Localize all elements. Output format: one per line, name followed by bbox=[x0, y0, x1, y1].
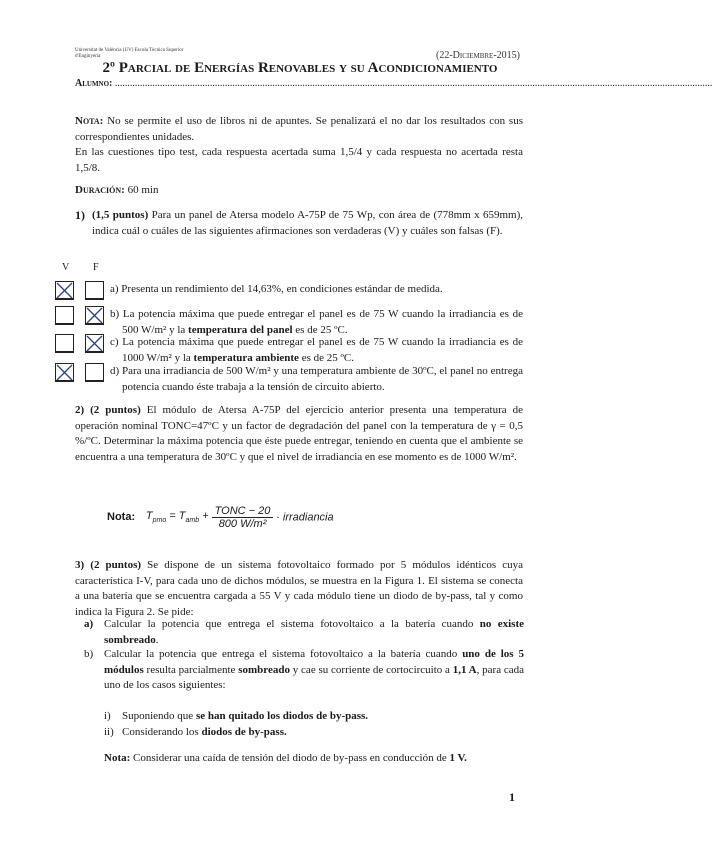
text: Considerando los bbox=[122, 726, 202, 738]
q3-subitem-2 bbox=[122, 725, 522, 741]
q2-label: 2) (2 puntos) bbox=[75, 404, 141, 416]
formula-amb-sub: amb bbox=[185, 517, 200, 525]
test-rule: En las cuestiones tipo test, cada respuesta acertada suma 1,5/4 y cada respuesta no acertada resta 1,5/8. bbox=[75, 146, 523, 174]
exam-date: (22-Diciembre-2015) bbox=[436, 50, 520, 61]
q3-subitem-label: ii) bbox=[104, 726, 114, 738]
text: es de 25 ºC. bbox=[292, 323, 348, 336]
q1-statement bbox=[92, 208, 523, 239]
bold-text: diodos de by-pass. bbox=[201, 726, 287, 738]
formula-denominator: 800 W/m² bbox=[218, 518, 267, 530]
q1-text: Para un panel de Atersa modelo A-75P de 75 Wp, con área de (778mm x 659mm), indica cuál o cuáles de las siguientes afirmaciones son verdaderas (V) y cuáles son falsas (F). bbox=[92, 209, 523, 237]
q3-text: Se dispone de un sistema fotovoltaico formado por 5 módulos idénticos cuya característica I-V, para cada uno de dichos módulos, se muestra en la Figura 1. El sistema se conecta a una batería que se encuentra cargada a 55 V y cada módulo tiene un diodo de by-pass, tal y como indica la Figura 2. Se pide: bbox=[75, 559, 523, 618]
checkbox-false-c[interactable] bbox=[85, 334, 104, 353]
bold-text: temperatura del panel bbox=[188, 323, 293, 336]
q2-formula bbox=[107, 505, 334, 530]
q3-label: 3) (2 puntos) bbox=[75, 559, 142, 571]
col-f-label: F bbox=[93, 262, 99, 273]
checkbox-false-b[interactable] bbox=[85, 306, 104, 325]
bold-text: 1,1 A bbox=[452, 663, 477, 676]
q3-note-bold: 1 V. bbox=[449, 752, 467, 764]
x-mark-icon bbox=[86, 335, 103, 352]
bold-text: temperatura ambiente bbox=[193, 351, 299, 364]
formula-fraction bbox=[212, 505, 274, 530]
student-dots: ............................................................................................................................................................................................................................................... bbox=[114, 78, 712, 89]
bold-text: uno de los 5 módulos bbox=[104, 648, 524, 676]
general-note bbox=[75, 114, 523, 145]
checkbox-false-d[interactable] bbox=[85, 363, 104, 382]
q3-subitem-1 bbox=[122, 709, 522, 725]
formula-lhs-sub: pmo bbox=[152, 517, 167, 525]
q3-item-label: b) bbox=[84, 648, 94, 660]
q3-item-label: a) bbox=[84, 618, 94, 630]
text: . bbox=[155, 633, 159, 646]
text: a) Presenta un rendimiento del 14,63%, en condiciones estándar de medida. bbox=[110, 283, 443, 295]
institution-logo: Universitat de València (UV) Escola Tècnica Superior d'Enginyeria bbox=[75, 48, 184, 59]
exam-title: 2º Parcial de Energías Renovables y su Acondicionamiento bbox=[102, 60, 498, 76]
q3-note bbox=[104, 751, 524, 767]
text: Calcular la potencia que entrega el sistema fotovoltaico a la batería cuando bbox=[104, 618, 480, 630]
bold-text: no existe sombreado bbox=[104, 618, 524, 646]
q1-option-c bbox=[110, 335, 523, 366]
text: resulta parcialmente bbox=[143, 663, 239, 676]
q2-text: El módulo de Atersa A-75P del ejercicio anterior presenta una temperatura de operación nominal TONC=47ºC y un factor de degradación del panel con la temperatura de γ = 0,5 %/ºC. Determinar la máxima potencia que éste puede entregar, teniendo en cuenta que el ambiente se encuentra a una temperatura de 30ºC y que el nivel de irradiancia en ese momento es de 1000 W/m². bbox=[75, 404, 523, 463]
q3-statement bbox=[75, 558, 523, 620]
formula-plus: + bbox=[199, 510, 212, 523]
formula-lhs: T bbox=[145, 510, 153, 523]
checkbox-true-b[interactable] bbox=[55, 306, 74, 325]
page-number: 1 bbox=[509, 790, 515, 804]
q1-option-a bbox=[110, 282, 523, 298]
text: d) Para una irradiancia de 500 W/m² y una temperatura ambiente de 30ºC, el panel no entrega potencia cuando éste trabaja a la tensión de circuito abierto. bbox=[110, 365, 523, 393]
q3-note-text: Considerar una caída de tensión del diodo de by-pass en conducción de bbox=[130, 752, 450, 764]
formula-numerator: TONC − 20 bbox=[212, 505, 274, 518]
checkbox-true-d[interactable] bbox=[55, 363, 74, 382]
checkbox-true-a[interactable] bbox=[55, 281, 74, 300]
note-text: No se permite el uso de libros ni de apuntes. Se penalizará el no dar los resultados con sus correspondientes unidades. bbox=[75, 115, 523, 143]
text: es de 25 ºC. bbox=[298, 351, 354, 364]
q3-item-a bbox=[104, 617, 524, 648]
formula-tail: · irradiancia bbox=[276, 511, 334, 524]
x-mark-icon bbox=[86, 307, 103, 324]
duration-value: 60 min bbox=[124, 184, 159, 196]
text: Suponiendo que bbox=[122, 710, 196, 722]
text: Calcular la potencia que entrega el sistema fotovoltaico a la batería cuando bbox=[104, 648, 463, 660]
text: y cae su corriente de cortocircuito a bbox=[289, 663, 453, 676]
duration bbox=[75, 183, 523, 199]
q3-item-b bbox=[104, 647, 524, 694]
formula-eq: = T bbox=[166, 510, 186, 523]
student-label: Alumno: bbox=[75, 78, 113, 89]
duration-label: Duración: bbox=[75, 184, 125, 196]
col-v-label: V bbox=[62, 262, 70, 273]
checkbox-true-c[interactable] bbox=[55, 334, 74, 353]
q1-option-d bbox=[110, 364, 523, 395]
note-label: Nota: bbox=[75, 115, 104, 127]
formula-note-label: Nota: bbox=[107, 511, 136, 524]
text: c) La potencia máxima que puede entregar el panel es de 75 W cuando la irradiancia es de 1000 W/m² y la bbox=[110, 336, 523, 364]
q2-statement bbox=[75, 403, 523, 465]
checkbox-false-a[interactable] bbox=[85, 281, 104, 300]
student-name-field[interactable] bbox=[75, 78, 712, 89]
q1-points: (1,5 puntos) bbox=[92, 209, 149, 221]
bold-text: se han quitado los diodos de by-pass. bbox=[195, 710, 369, 722]
q1-option-b bbox=[110, 307, 523, 338]
text: b) La potencia máxima que puede entregar el panel es de 75 W cuando la irradiancia es de 500 W/m² y la bbox=[110, 308, 523, 336]
q3-subitem-label: i) bbox=[104, 710, 111, 722]
q1-number: 1) bbox=[75, 208, 85, 222]
x-mark-icon bbox=[56, 282, 73, 299]
x-mark-icon bbox=[56, 364, 73, 381]
text: , para cada uno de los casos siguientes: bbox=[104, 663, 525, 691]
q3-note-label: Nota: bbox=[104, 752, 131, 764]
bold-text: sombreado bbox=[238, 663, 290, 676]
